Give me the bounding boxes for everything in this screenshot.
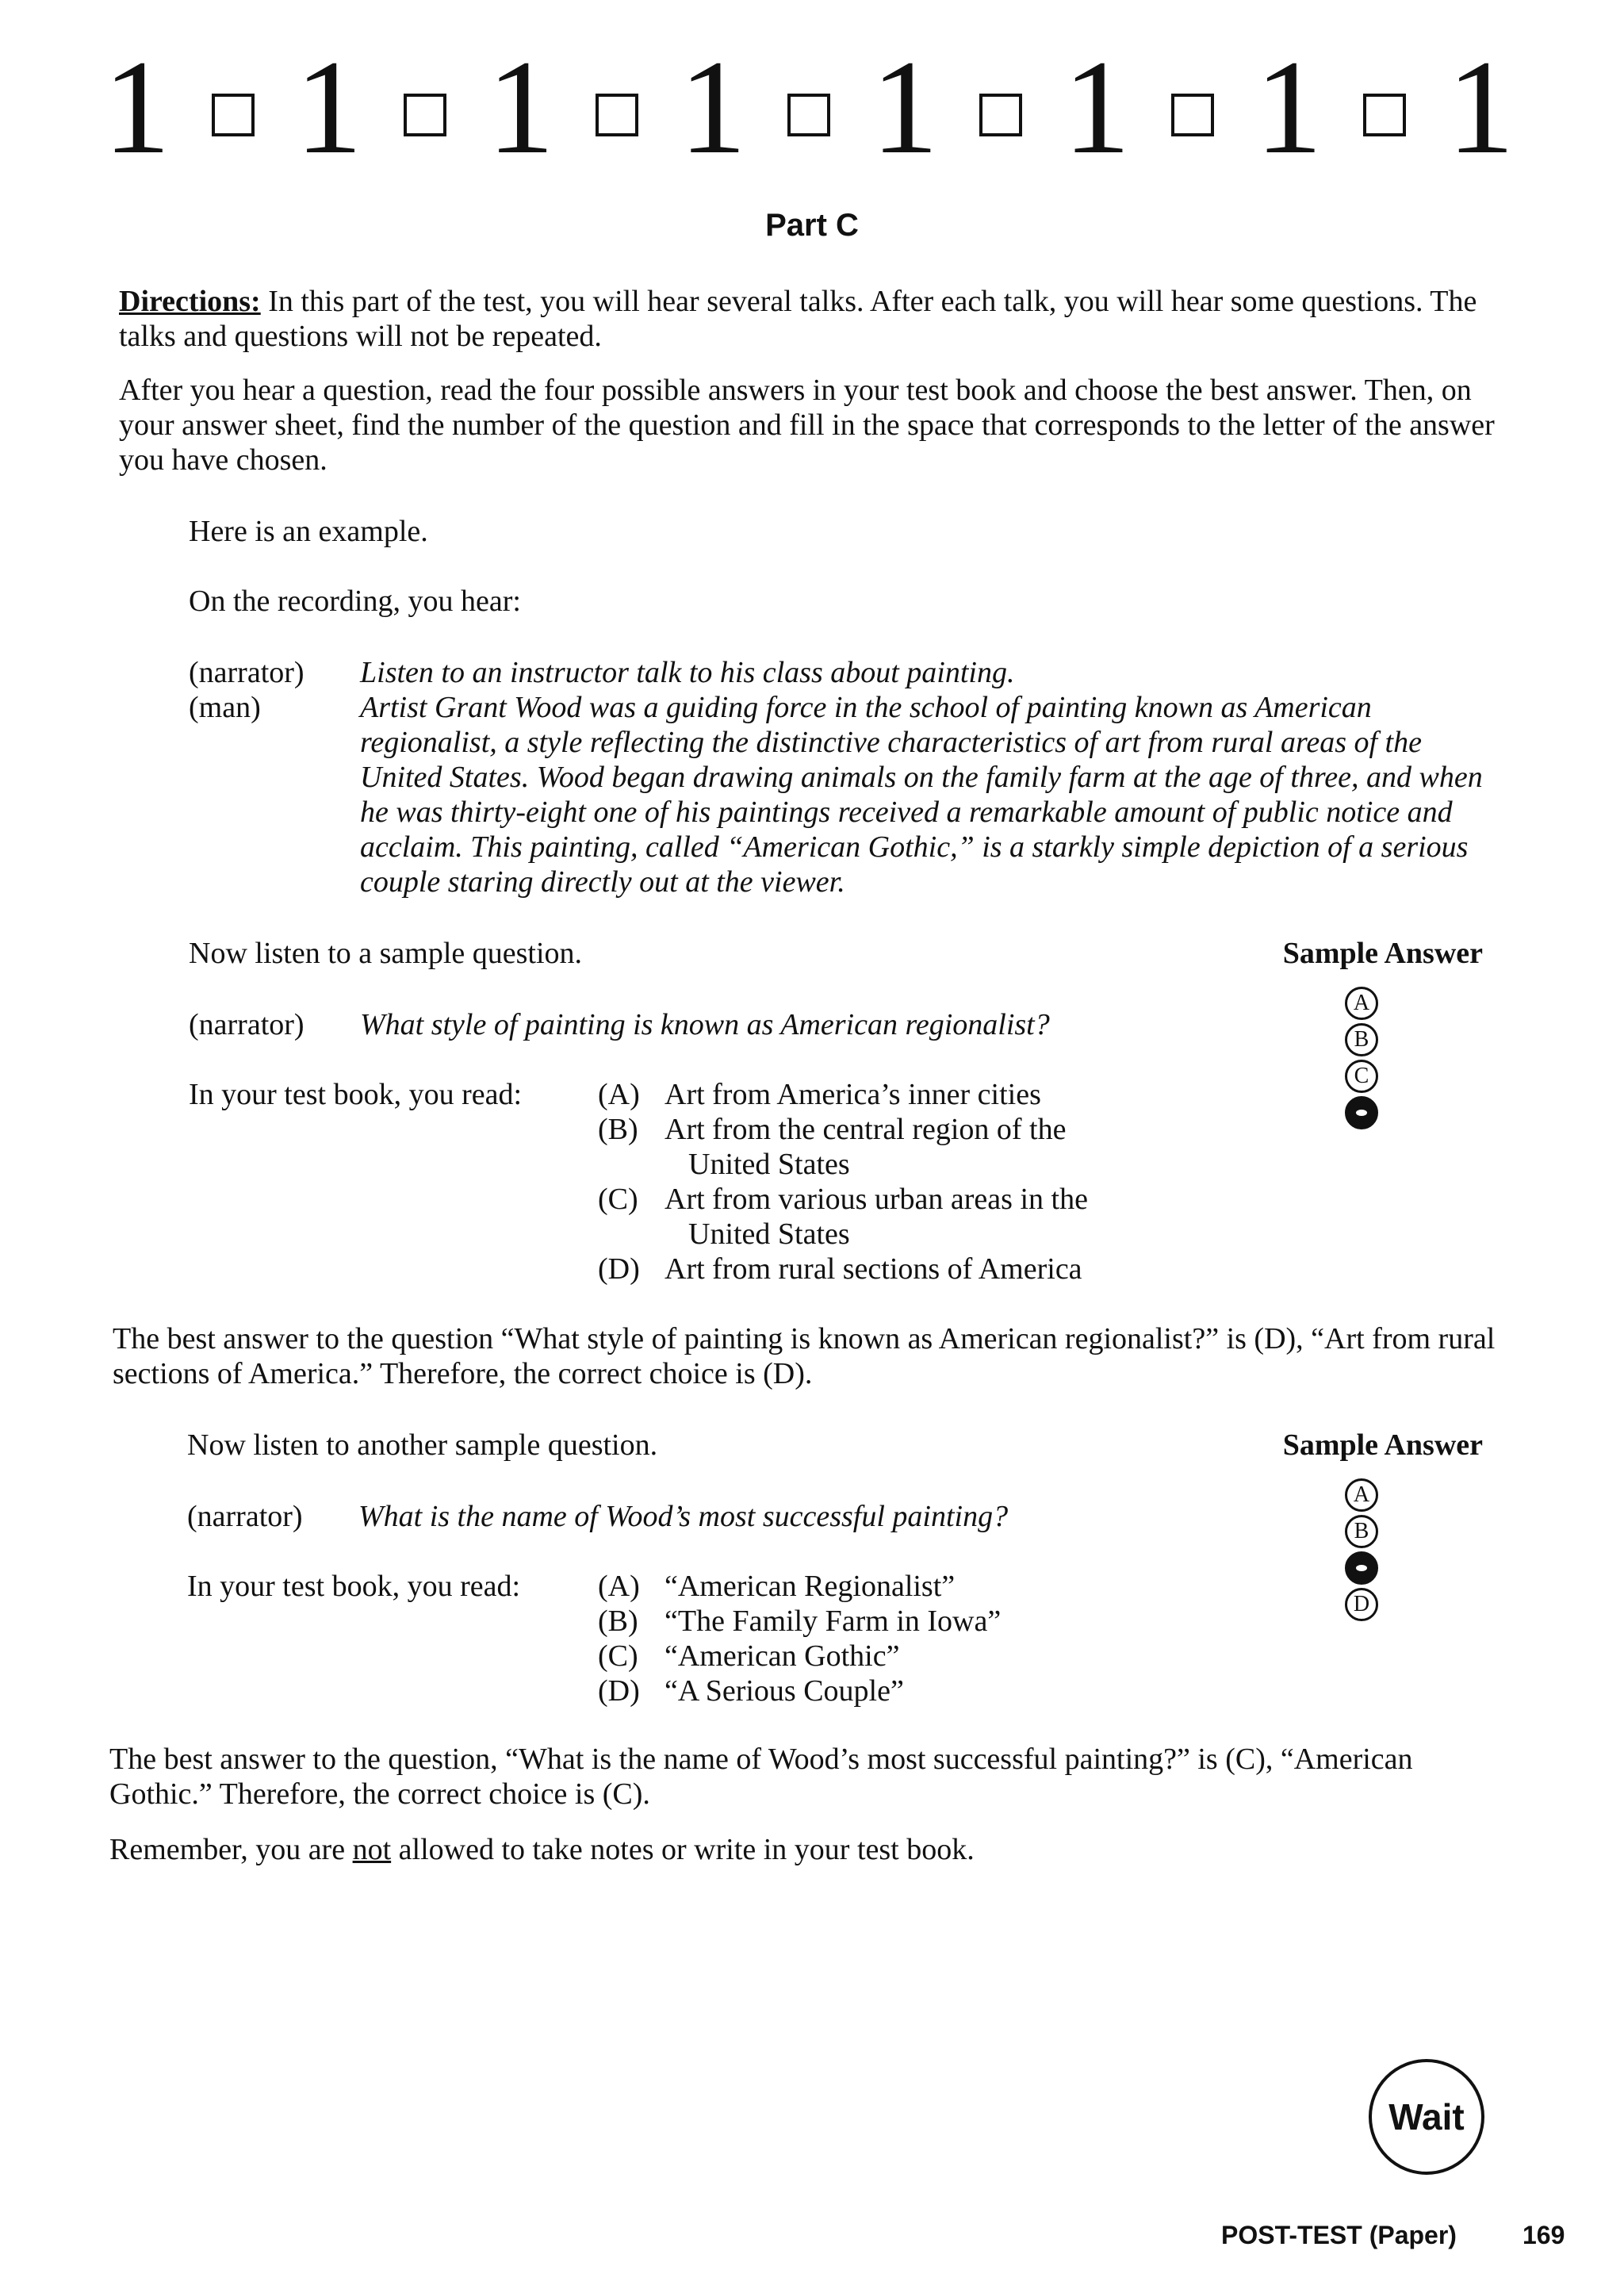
choice-text: Art from various urban areas in the <box>665 1183 1088 1216</box>
speaker-label: (narrator) <box>187 1500 303 1533</box>
choice-item <box>598 1604 1172 1639</box>
choice-text: “The Family Farm in Iowa” <box>665 1605 1002 1638</box>
answer-bubble-b: B <box>1345 1515 1378 1548</box>
answer-bubble-b: B <box>1345 1023 1378 1056</box>
choice-letter: (C) <box>598 1639 638 1673</box>
sample1-question: What style of painting is known as American regionalist? <box>360 1008 1050 1041</box>
sample2-choices <box>598 1569 1172 1708</box>
reminder-text: allowed to take notes or write in your test book. <box>391 1833 975 1866</box>
choice-text: Art from rural sections of America <box>665 1252 1082 1286</box>
talk-transcript <box>189 655 1505 899</box>
answer-bubble-a: A <box>1345 987 1378 1020</box>
sample1-answer-bubbles <box>1345 987 1378 1129</box>
banner-box <box>1363 94 1406 136</box>
narrator-line <box>189 655 1505 690</box>
choice-item <box>598 1112 1172 1182</box>
page-banner <box>103 33 1515 182</box>
answer-bubble-c-filled <box>1345 1551 1378 1585</box>
banner-box <box>1171 94 1214 136</box>
reminder-emphasis: not <box>352 1833 392 1866</box>
banner-digit: 1 <box>871 33 939 182</box>
sample2-answer-header: Sample Answer <box>1282 1428 1483 1462</box>
sample1-answer-header: Sample Answer <box>1282 937 1483 970</box>
choice-letter: (C) <box>598 1183 638 1216</box>
choice-item <box>598 1252 1172 1286</box>
speaker-label: (narrator) <box>189 1008 304 1041</box>
directions-text: In this part of the test, you will hear several talks. After each talk, you will hear some questions. The talks and questions will not be repeated. <box>119 285 1477 353</box>
example-intro: Here is an example. <box>189 515 428 548</box>
footer-section: POST-TEST (Paper) <box>1221 2221 1457 2249</box>
banner-digit: 1 <box>1446 33 1515 182</box>
reminder-note <box>109 1832 1516 1867</box>
sample2-question: What is the name of Wood’s most successful painting? <box>358 1500 1009 1533</box>
sample1-question-row <box>189 1007 1050 1042</box>
narrator-text: Listen to an instructor talk to his class about painting. <box>360 656 1015 689</box>
wait-badge <box>1369 2059 1484 2175</box>
sample1-intro: Now listen to a sample question. <box>189 937 583 970</box>
directions-paragraph <box>119 284 1515 354</box>
recording-intro: On the recording, you hear: <box>189 585 521 618</box>
choice-text-cont: United States <box>688 1148 850 1181</box>
banner-digit: 1 <box>1254 33 1323 182</box>
choice-letter: (B) <box>598 1113 638 1146</box>
sample2-answer-bubbles <box>1345 1478 1378 1621</box>
sample2-intro: Now listen to another sample question. <box>187 1428 658 1462</box>
sample2-read-label: In your test book, you read: <box>187 1570 521 1603</box>
answer-bubble-a: A <box>1345 1478 1378 1512</box>
banner-digit: 1 <box>1063 33 1131 182</box>
sample2-explanation: The best answer to the question, “What is the name of Wood’s most successful painting?” is (C), “American Gothic.” Therefore, the correct choice is (C). <box>109 1743 1413 1811</box>
reminder-text: Remember, you are <box>109 1833 353 1866</box>
banner-digit: 1 <box>295 33 363 182</box>
page-number: 169 <box>1522 2221 1565 2249</box>
sample1-choices <box>598 1077 1172 1286</box>
choice-item <box>598 1077 1172 1112</box>
banner-box <box>979 94 1022 136</box>
banner-box <box>787 94 830 136</box>
choice-letter: (A) <box>598 1078 640 1111</box>
banner-box <box>404 94 446 136</box>
choice-letter: (D) <box>598 1252 640 1286</box>
choice-text: Art from the central region of the <box>665 1113 1067 1146</box>
banner-digit: 1 <box>487 33 555 182</box>
choice-letter: (A) <box>598 1570 640 1603</box>
speaker-label: (man) <box>189 691 261 724</box>
choice-letter: (D) <box>598 1674 640 1708</box>
banner-digit: 1 <box>679 33 747 182</box>
sample1-read-label: In your test book, you read: <box>189 1078 523 1111</box>
choice-text: “American Regionalist” <box>665 1570 956 1603</box>
choice-item <box>598 1674 1172 1708</box>
banner-box <box>596 94 638 136</box>
instructions-paragraph: After you hear a question, read the four possible answers in your test book and choose the best answer. Then, on your answer sheet, find the number of the question and fill in the space that corresponds to the letter of the answer you have chosen. <box>119 374 1495 477</box>
part-title: Part C <box>765 208 859 243</box>
choice-item <box>598 1639 1172 1674</box>
man-text: Artist Grant Wood was a guiding force in the school of painting known as American regionalist, a style reflecting the distinctive characteristics of art from rural areas of the United States. Wood began drawing animals on the family farm at the age of three, and when he was thirty-eight one of his paintings received a remarkable amount of public notice and acclaim. This painting, called “American Gothic,” is a starkly simple depiction of a serious couple staring directly out at the viewer. <box>360 691 1483 899</box>
sample2-question-row <box>187 1499 1008 1534</box>
banner-box <box>212 94 255 136</box>
choice-item <box>598 1569 1172 1604</box>
choice-text: “American Gothic” <box>665 1639 900 1673</box>
man-line <box>189 690 1505 899</box>
choice-letter: (B) <box>598 1605 638 1638</box>
answer-bubble-c: C <box>1345 1060 1378 1093</box>
choice-text-cont: United States <box>688 1217 850 1251</box>
directions-label: Directions: <box>119 285 261 318</box>
choice-text: Art from America’s inner cities <box>665 1078 1041 1111</box>
sample1-explanation: The best answer to the question “What style of painting is known as American regionalist?” is (D), “Art from rural sections of America.” Therefore, the correct choice is (D). <box>113 1322 1496 1390</box>
answer-bubble-d-filled <box>1345 1096 1378 1129</box>
wait-label: Wait <box>1388 2096 1465 2138</box>
choice-text: “A Serious Couple” <box>665 1674 904 1708</box>
banner-digit: 1 <box>103 33 170 182</box>
answer-bubble-d: D <box>1345 1588 1378 1621</box>
choice-item <box>598 1182 1172 1252</box>
speaker-label: (narrator) <box>189 656 304 689</box>
